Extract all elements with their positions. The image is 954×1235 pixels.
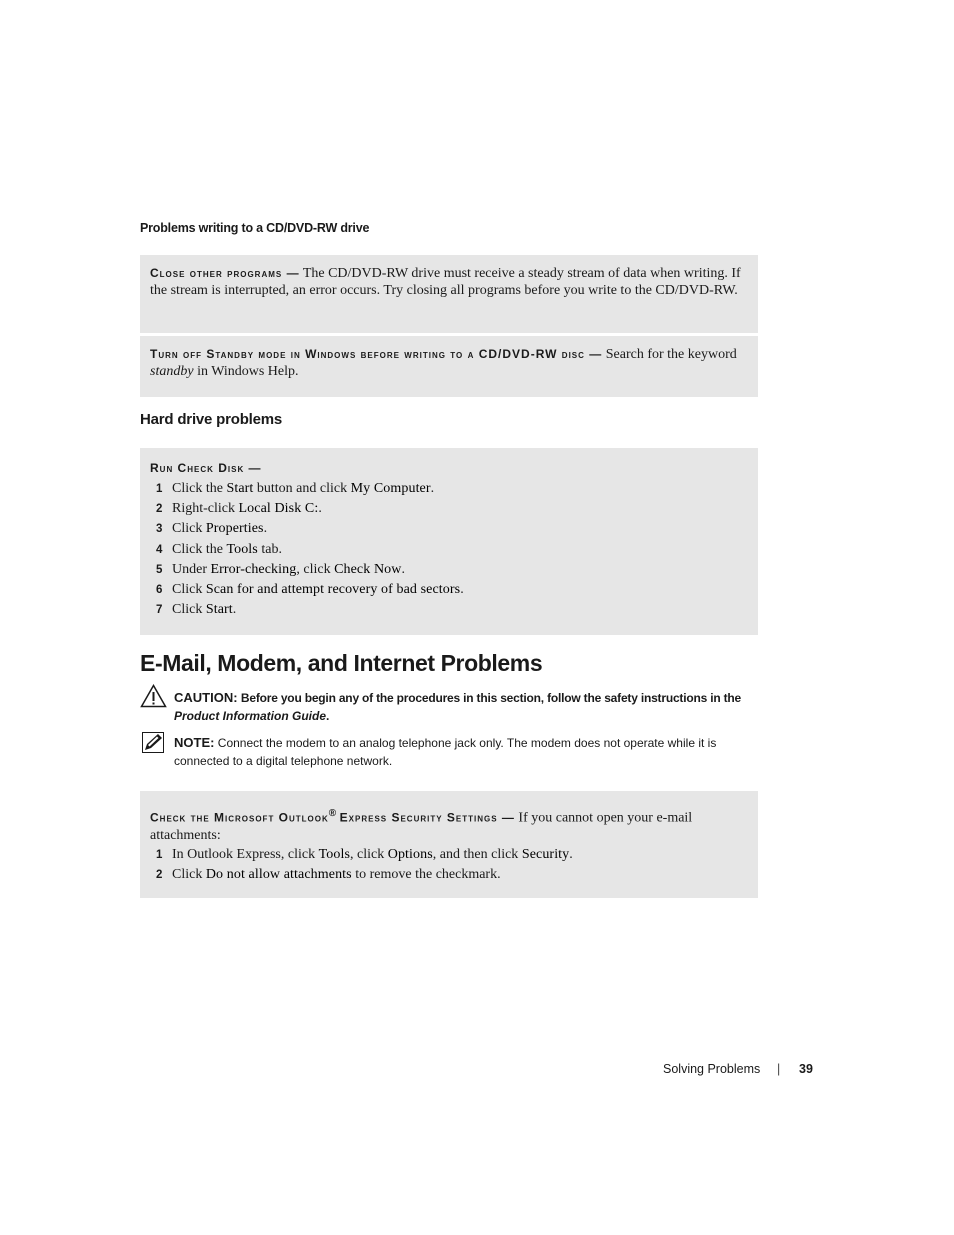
step-number: 4 (156, 543, 163, 556)
check-disk-steps (150, 479, 748, 620)
step-text: . (569, 846, 573, 862)
caution-text: Before you begin any of the procedures in this section, follow the safety instructions in the (240, 691, 742, 705)
step-item (150, 519, 748, 539)
tip-box-check-disk (140, 448, 758, 635)
tip-body-keyword: standby (150, 364, 194, 379)
ui-term: Properties (205, 521, 264, 537)
caution-triangle-icon (140, 684, 167, 708)
footer-page-number: 39 (799, 1062, 813, 1076)
step-item (150, 865, 748, 885)
step-number: 2 (156, 503, 163, 516)
ui-term: Do not allow attachments (205, 866, 352, 882)
step-text: tab. (257, 541, 282, 557)
ui-term: Tools (226, 541, 258, 557)
step-text: Right-click (172, 501, 239, 517)
step-number: 6 (156, 584, 163, 597)
ui-term: Start (226, 481, 254, 496)
registered-mark: ® (328, 808, 337, 819)
tip-box-standby (140, 336, 758, 397)
step-text: , click (350, 846, 388, 862)
tip-title-a: Check the Microsoft Outlook (150, 810, 329, 825)
tip-title: Run Check Disk — (150, 461, 262, 475)
step-item (150, 499, 748, 519)
ui-term: Start (205, 602, 233, 618)
step-text: . (430, 481, 435, 496)
step-text: . (318, 501, 322, 517)
page-title: E-Mail, Modem, and Internet Problems (140, 650, 543, 676)
step-text: . (401, 561, 405, 577)
caution-notice (174, 689, 764, 725)
section-heading-cd-dvd: Problems writing to a CD/DVD-RW drive (140, 221, 370, 235)
page-footer (0, 1062, 954, 1080)
ui-term: Scan for and attempt recovery of bad sectors (205, 582, 461, 598)
ui-term: Tools (318, 846, 351, 862)
note-pencil-icon (142, 732, 164, 753)
step-text: to remove the checkmark. (351, 866, 501, 882)
ui-term: Options (387, 846, 433, 862)
tip-box-outlook-security (140, 791, 758, 898)
step-text: Click (172, 602, 206, 618)
step-text: . (460, 582, 464, 598)
step-number: 1 (156, 848, 163, 861)
caution-end: . (326, 708, 330, 723)
tip-title-b: Express Security Settings — (339, 810, 515, 825)
step-text: , and then click (432, 846, 522, 862)
tip-body: If you cannot open your e-mail attachments: (150, 810, 693, 843)
ui-term: Check Now (334, 561, 402, 577)
step-text: . (263, 521, 268, 537)
step-text: Click (172, 582, 206, 598)
step-text: In Outlook Express, click (172, 846, 319, 862)
step-number: 5 (156, 563, 163, 576)
step-item (150, 560, 748, 580)
step-item (150, 540, 748, 560)
step-text: Click the (172, 481, 227, 496)
tip-body-after: in Windows Help. (197, 364, 299, 379)
footer-section-name: Solving Problems (663, 1062, 761, 1076)
note-text: Connect the modem to an analog telephone jack only. The modem does not operate while it is connected to a digital telephone network. (174, 736, 717, 768)
step-item (150, 479, 748, 499)
caution-guide-title: Product Information Guide (174, 708, 326, 723)
step-text: Under (172, 561, 211, 577)
step-item (150, 600, 748, 620)
step-number: 7 (156, 604, 163, 617)
tip-body-before: Search for the keyword (605, 347, 737, 362)
step-item (150, 580, 748, 600)
ui-term: My Computer (350, 481, 431, 496)
ui-term: Error-checking (210, 561, 297, 577)
step-number: 1 (156, 483, 163, 495)
tip-title: Turn off Standby mode in Windows before writing to a CD/DVD-RW disc — (150, 347, 603, 361)
caution-label: CAUTION: (174, 690, 238, 705)
step-text: Click the (172, 541, 227, 557)
tip-box-close-programs (140, 255, 758, 333)
outlook-steps (150, 845, 748, 885)
step-text: Click (172, 521, 206, 537)
step-text: Click (172, 866, 206, 882)
tip-body: The CD/DVD-RW drive must receive a steady stream of data when writing. If the stream is interrupted, an error occurs. Try closing all programs before you write to the CD/DVD-RW. (150, 266, 741, 298)
tip-title: Close other programs — (150, 266, 300, 280)
ui-term: Local Disk C: (238, 501, 319, 517)
section-heading-hard-drive: Hard drive problems (140, 411, 283, 428)
step-text: , click (296, 561, 335, 577)
step-text: button and click (253, 481, 351, 496)
step-text: . (232, 602, 237, 618)
note-label: NOTE: (174, 735, 215, 750)
note-notice (174, 734, 764, 770)
footer-separator: | (777, 1062, 781, 1076)
ui-term: Security (521, 846, 570, 862)
step-number: 3 (156, 523, 163, 536)
step-number: 2 (156, 868, 163, 881)
step-item (150, 845, 748, 865)
